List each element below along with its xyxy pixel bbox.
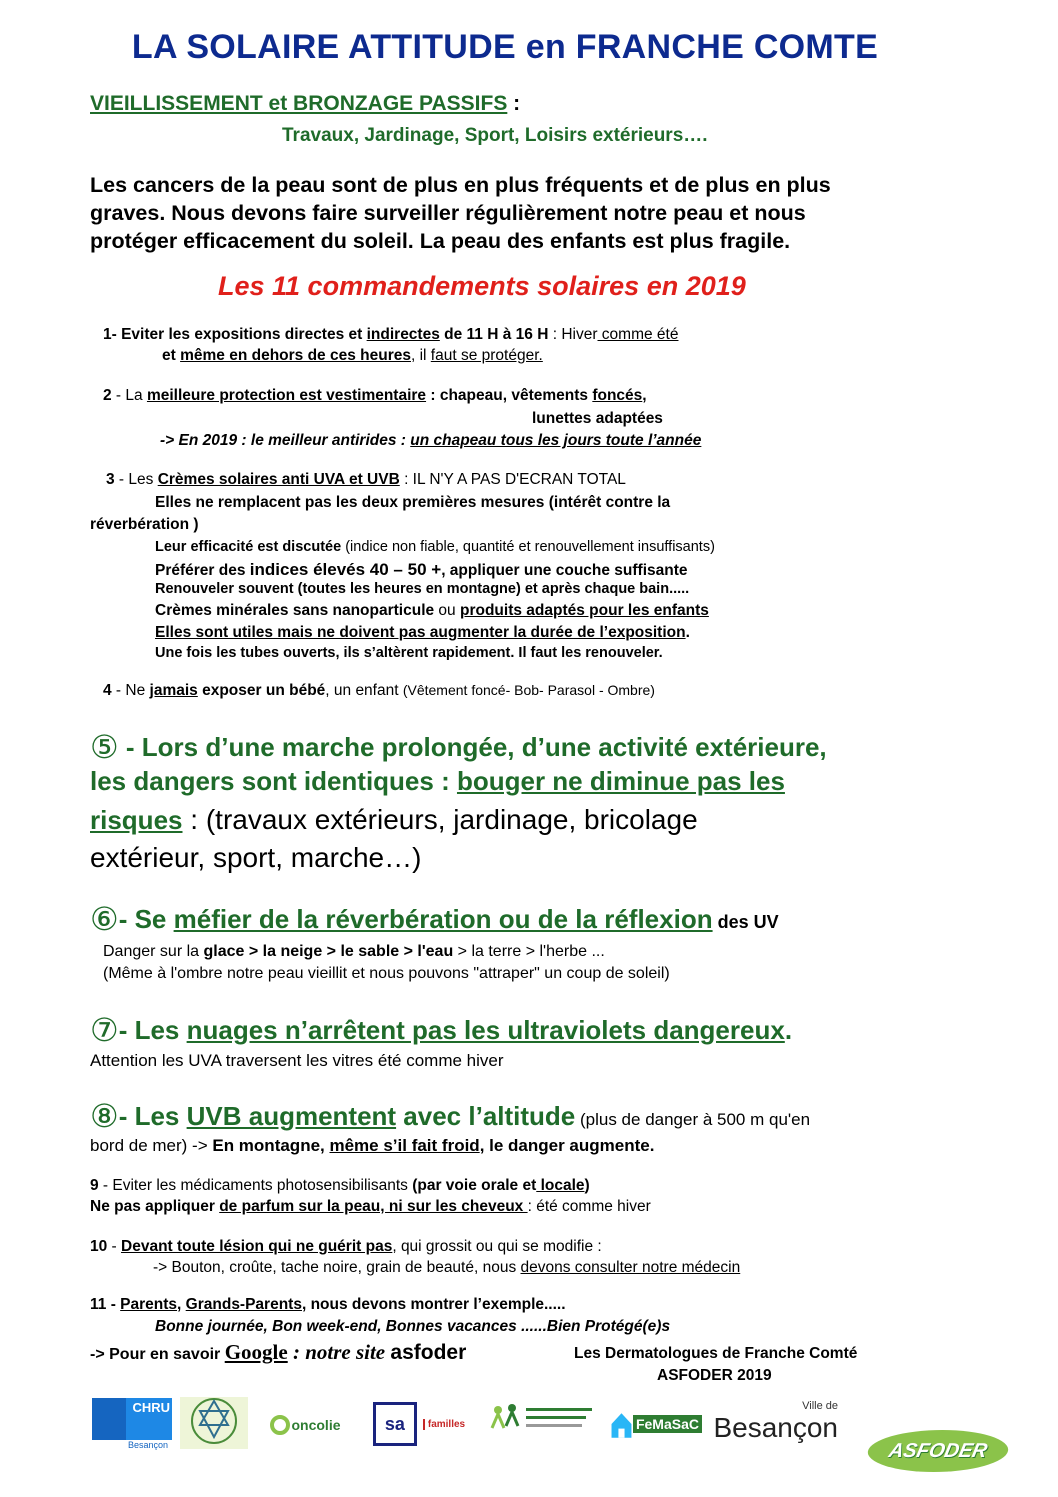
- text-run: FeMaSaC: [633, 1415, 702, 1433]
- text-run: 3: [106, 471, 115, 488]
- text-run: .: [685, 624, 690, 641]
- text-run: Leur efficacité est discutée: [155, 539, 342, 555]
- text-run: comme été: [597, 326, 679, 343]
- text-run: -> En 2019 : le meilleur antirides :: [160, 432, 411, 449]
- text-run: : notre site: [287, 1340, 391, 1364]
- text-run: oncolie: [291, 1417, 341, 1433]
- text-run: Devant toute lésion qui ne guérit pas: [121, 1238, 393, 1255]
- text-run: , nous devons montrer l’exemple.....: [301, 1296, 566, 1313]
- commandment-5-line4: extérieur, sport, marche…): [90, 842, 422, 873]
- text-run: glace > la neige > le sable > l'eau: [203, 943, 454, 960]
- text-run: des UV: [712, 912, 779, 932]
- commandment-3: [106, 471, 626, 489]
- commandment-7-line2: Attention les UVA traversent les vitres été comme hiver: [90, 1051, 504, 1070]
- commandment-2-line3: [160, 432, 701, 450]
- text-run: :: [507, 92, 521, 115]
- text-run: produits adaptés pour les enfants: [459, 602, 709, 619]
- text-run: Crèmes minérales sans nanoparticule: [155, 602, 435, 619]
- besancon-logo: [706, 1397, 838, 1447]
- text-run: 9: [90, 1177, 99, 1194]
- commandment-3-line5: [155, 560, 688, 580]
- text-run: même en dehors de ces heures: [180, 347, 411, 364]
- commandment-3-line2: Elles ne remplacent pas les deux premières mesures (intérêt contre la: [155, 494, 671, 511]
- text-run: , appliquer une couche suffisante: [441, 562, 688, 579]
- text-run: foncés: [592, 387, 643, 404]
- text-run: Crèmes solaires anti UVA et UVB: [157, 471, 400, 488]
- footer-derm: Les Dermatologues de Franche Comté: [574, 1345, 858, 1362]
- asfoder-logo: [864, 1430, 1013, 1472]
- number-7-icon: ⑦: [90, 1012, 119, 1048]
- text-run: : été comme hiver: [527, 1198, 651, 1215]
- commandment-3-line3: réverbération ): [90, 516, 199, 533]
- text-run: : IL N'Y A PAS D'ECRAN TOTAL: [399, 471, 626, 488]
- text-run: meilleure protection est vestimentaire: [146, 387, 427, 404]
- footer-org: ASFODER 2019: [657, 1367, 772, 1384]
- text-run: ,: [642, 387, 647, 404]
- commandment-6: [90, 900, 779, 938]
- text-run: - Les: [118, 1101, 187, 1131]
- commandment-10: [90, 1238, 602, 1256]
- subtitle-activities: Travaux, Jardinage, Sport, Loisirs extérieurs….: [282, 125, 708, 146]
- commandment-6-line2: [103, 943, 605, 961]
- text-run: indices élevés 40 – 50 +: [249, 560, 442, 579]
- text-run: : chapeau, vêtements: [426, 387, 593, 404]
- text-run: - Eviter les médicaments photosensibilisants: [98, 1177, 413, 1194]
- number-8-icon: ⑧: [90, 1098, 119, 1134]
- text-run: - Se: [118, 904, 174, 934]
- text-line: sa: [373, 1402, 417, 1446]
- text-run: , le danger augmente.: [479, 1136, 655, 1155]
- commandment-6-line3: (Même à l'ombre notre peau vieillit et nous pouvons "attraper" un coup de soleil): [103, 965, 670, 982]
- commandment-2: [103, 387, 647, 405]
- text-line: Besançon: [127, 1440, 168, 1450]
- commandment-8: [90, 1097, 810, 1135]
- site-link[interactable]: asfoder: [390, 1341, 467, 1364]
- text-run: Danger sur la: [103, 943, 204, 960]
- number-6-icon: ⑥: [90, 901, 119, 937]
- commandment-1: [103, 326, 678, 344]
- text-run: indirectes: [366, 326, 440, 343]
- text-run: Préférer des: [155, 562, 250, 579]
- sa-familles-logo: [364, 1404, 474, 1444]
- commandment-3-line9: Une fois les tubes ouverts, ils s’altèrent rapidement. Il faut les renouveler.: [155, 645, 663, 661]
- text-run: ou: [434, 602, 460, 619]
- text-run: , un enfant: [325, 682, 403, 699]
- commandment-9-line2: [90, 1198, 651, 1216]
- text-run: En montagne,: [212, 1136, 330, 1155]
- commandment-1-line2: [162, 347, 543, 365]
- text-run: devons consulter notre médecin: [520, 1259, 741, 1276]
- text-run: -: [107, 1238, 122, 1255]
- text-run: - Les: [118, 1015, 187, 1045]
- text-run: de parfum sur la peau, ni sur les cheveux: [219, 1198, 528, 1215]
- text-run: 11: [90, 1296, 107, 1313]
- commandment-7: [90, 1011, 792, 1049]
- text-run: UVB augmentent: [186, 1101, 397, 1131]
- commandment-9: [90, 1177, 590, 1195]
- text-run: - La: [111, 387, 147, 404]
- text-run: bord de mer) ->: [90, 1136, 213, 1155]
- text-run: ): [584, 1177, 590, 1194]
- text-run: , il: [410, 347, 431, 364]
- commandment-8-line2: [90, 1136, 654, 1156]
- text-line: familles: [423, 1419, 465, 1430]
- text-run: Besançon: [713, 1412, 838, 1443]
- commandment-10-line2: [153, 1259, 740, 1277]
- text-run: : Hiver: [548, 326, 598, 343]
- text-run: , qui grossit ou qui se modifie :: [392, 1238, 602, 1255]
- text-line: graves. Nous devons faire surveiller régulièrement notre peau et nous: [90, 201, 806, 225]
- commandment-5-line2: [90, 766, 785, 797]
- text-run: risques: [90, 805, 183, 835]
- commandment-2-line2: lunettes adaptées: [532, 410, 663, 427]
- text-run: locale: [536, 1177, 585, 1194]
- text-run: - Ne: [111, 682, 150, 699]
- femasac-logo: [610, 1402, 702, 1446]
- text-run: exposer un bébé: [197, 682, 326, 699]
- text-run: Grands-Parents: [185, 1296, 302, 1313]
- text-run: faut se protéger.: [430, 347, 543, 364]
- oncolie-logo: [262, 1408, 348, 1442]
- footer-line: [90, 1340, 466, 1365]
- text-run: méfier de la réverbération ou de la réflexion: [173, 904, 713, 934]
- commandment-4: [103, 682, 655, 700]
- chru-logo: [92, 1395, 172, 1453]
- text-run: -> Pour en savoir: [90, 1346, 225, 1363]
- text-run: jamais: [149, 682, 198, 699]
- text-run: > la terre > l'herbe ...: [453, 943, 605, 960]
- text-run: (par voie orale et: [412, 1177, 537, 1194]
- commandment-3-line7: [155, 602, 709, 620]
- text-run: 10: [90, 1238, 108, 1255]
- text-run: 4: [103, 682, 112, 699]
- intro-paragraph: [90, 171, 831, 255]
- text-run: (indice non fiable, quantité et renouvellement insuffisants): [341, 539, 715, 555]
- text-run: un chapeau tous les jours toute l’année: [410, 432, 702, 449]
- text-run: : (travaux extérieurs, jardinage, bricolage: [182, 804, 698, 835]
- page-title: LA SOLAIRE ATTITUDE en FRANCHE COMTE: [131, 28, 879, 66]
- text-run: Parents: [120, 1296, 178, 1313]
- text-run: nuages n’arrêtent pas les ultraviolets dangereux: [186, 1015, 785, 1045]
- text-run: 2: [103, 387, 112, 404]
- text-line: CHRU: [126, 1398, 172, 1440]
- text-run: (plus de danger à 500 m qu'en: [575, 1110, 811, 1129]
- text-run: -> Bouton, croûte, tache noire, grain de beauté, nous: [153, 1259, 521, 1276]
- subtitle-heading: VIEILLISSEMENT et BRONZAGE PASSIFS: [90, 92, 508, 115]
- text-run: de 11 H à 16 H: [439, 326, 549, 343]
- text-run: bouger ne diminue pas les: [456, 766, 785, 796]
- text-run: Ville de: [802, 1400, 838, 1412]
- text-run: Elles sont utiles mais ne doivent pas augmenter la durée de l’exposition: [155, 624, 686, 641]
- association-sante-logo: [488, 1398, 596, 1442]
- text-run: avec l’altitude: [396, 1101, 576, 1131]
- number-5-icon: ⑤: [90, 729, 119, 765]
- text-run: et: [162, 347, 181, 364]
- text-run: .: [784, 1015, 793, 1045]
- commandment-3-line8: [155, 624, 690, 642]
- text-run: ASFODER: [886, 1439, 990, 1462]
- text-run: -: [106, 1296, 121, 1313]
- text-line: Les cancers de la peau sont de plus en plus fréquents et de plus en plus: [90, 173, 831, 197]
- text-run: même s’il fait froid: [329, 1136, 480, 1155]
- subtitle-heading-line: [90, 92, 520, 116]
- commandments-title: Les 11 commandements solaires en 2019: [218, 271, 746, 301]
- commandment-3-line6: Renouveler souvent (toutes les heures en montagne) et après chaque bain.....: [155, 581, 690, 597]
- text-run: les dangers sont identiques :: [90, 766, 457, 796]
- text-line: protéger efficacement du soleil. La peau des enfants est plus fragile.: [90, 229, 791, 253]
- text-run: (Vêtement foncé- Bob- Parasol - Ombre): [402, 682, 655, 698]
- text-run: 1- Eviter les expositions directes et: [103, 326, 367, 343]
- commandment-11: [90, 1296, 566, 1314]
- text-run: Ne pas appliquer: [90, 1198, 220, 1215]
- commandment-5: [90, 728, 827, 766]
- text-run: - Lors d’une marche prolongée, d’une activité extérieure,: [118, 732, 827, 762]
- commandment-5-line3: [90, 804, 698, 836]
- google-link[interactable]: Google: [224, 1340, 288, 1364]
- commandment-3-line4: [155, 539, 715, 555]
- text-run: - Les: [114, 471, 158, 488]
- sante-logo: [176, 1393, 252, 1453]
- text-run: ,: [177, 1296, 186, 1313]
- commandment-11-line2: Bonne journée, Bon week-end, Bonnes vacances ......Bien Protégé(e)s: [155, 1318, 671, 1335]
